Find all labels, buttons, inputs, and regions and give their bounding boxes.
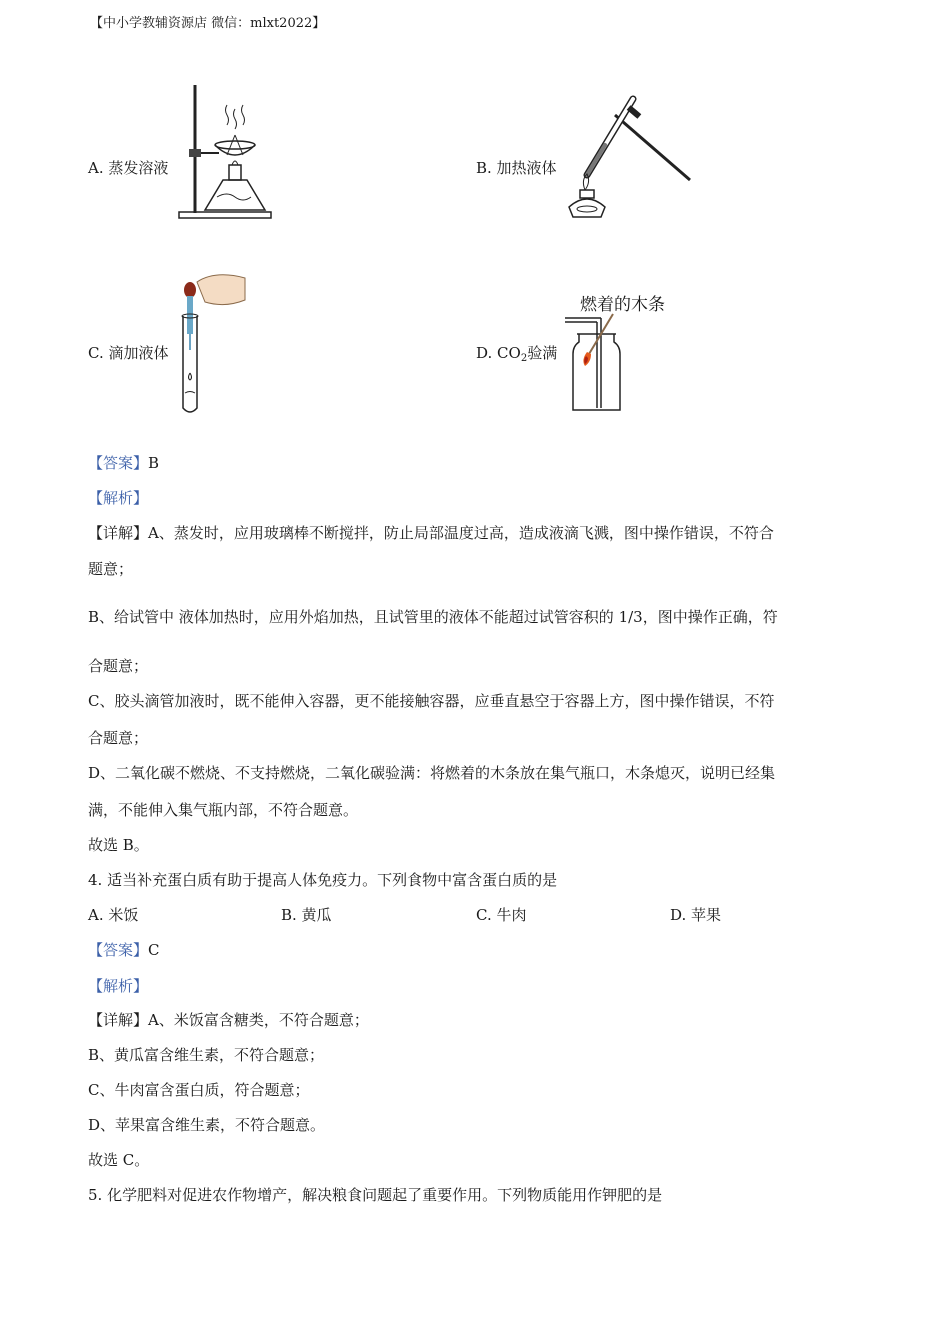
q4-analysis-label: 【解析】	[88, 977, 149, 995]
q3-detail-line-6: 合题意；	[88, 729, 149, 747]
option-d-label: D. $CO_2$验满	[476, 344, 558, 364]
q4-conclusion: 故选 C。	[88, 1151, 150, 1169]
q4-option-b: B. 黄瓜	[281, 906, 332, 924]
option-b-label: B. 加热液体	[476, 159, 557, 177]
q4-detail-line-2: B、黄瓜富含维生素，不符合题意；	[88, 1046, 325, 1064]
q4-detail-line-1: 【详解】A、米饭富含糖类，不符合题意；	[88, 1011, 369, 1029]
q3-detail-line-7: D、二氧化碳不燃烧、不支持燃烧，二氧化碳验满：将燃着的木条放在集气瓶口，木条熄灭，说明已经集	[88, 764, 776, 782]
q4-answer: 【答案】C	[88, 941, 160, 959]
figure-dropper	[175, 268, 255, 418]
figure-heating-liquid	[565, 95, 695, 225]
q4-question: 4. 适当补充蛋白质有助于提高人体免疫力。下列食物中富含蛋白质的是	[88, 871, 558, 889]
page-header: 【中小学教辅资源店 微信：mlxt2022】	[90, 16, 326, 31]
q3-detail-line-4: 合题意；	[88, 657, 149, 675]
q4-option-d: D. 苹果	[670, 906, 722, 924]
q3-detail-line-1: 【详解】A、蒸发时，应用玻璃棒不断搅拌，防止局部温度过高，造成液滴飞溅，图中操作错误，不符合	[88, 524, 774, 542]
option-c-label: C. 滴加液体	[88, 344, 169, 362]
option-a-label: A. 蒸发溶液	[88, 159, 169, 177]
q3-detail-line-8: 满，不能伸入集气瓶内部，不符合题意。	[88, 801, 359, 819]
figure-evaporation	[175, 85, 275, 225]
q3-answer: 【答案】B	[88, 454, 160, 472]
q3-detail-line-5: C、胶头滴管加液时，既不能伸入容器，更不能接触容器，应垂直悬空于容器上方，图中操作错误，不符	[88, 692, 775, 710]
q4-detail-line-4: D、苹果富含维生素，不符合题意。	[88, 1116, 326, 1134]
q4-option-c: C. 牛肉	[476, 906, 527, 924]
q4-option-a: A. 米饭	[88, 906, 139, 924]
figure-d-caption: 燃着的木条	[580, 295, 665, 315]
q3-detail-line-3: B、给试管中 液体加热时，应用外焰加热，且试管里的液体不能超过试管容积的 1/3，图中操作正确，符	[88, 608, 778, 626]
q5-question: 5. 化学肥料对促进农作物增产，解决粮食问题起了重要作用。下列物质能用作钾肥的是	[88, 1186, 663, 1204]
q3-conclusion: 故选 B。	[88, 836, 149, 854]
q3-analysis-label: 【解析】	[88, 489, 149, 507]
figure-co2-check	[565, 312, 635, 412]
q4-detail-line-3: C、牛肉富含蛋白质，符合题意；	[88, 1081, 310, 1099]
q3-detail-line-2: 题意；	[88, 560, 134, 578]
